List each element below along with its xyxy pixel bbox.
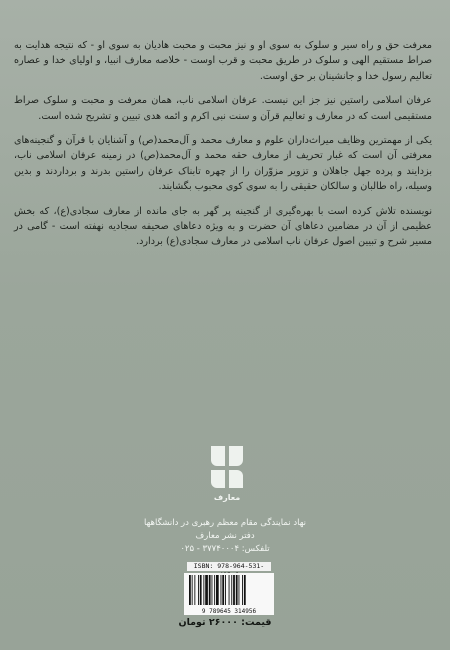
maaref-logo-icon — [197, 440, 257, 500]
price-label: قیمت: ۲۶۰۰۰ تومان — [178, 617, 272, 628]
publisher-line-2: دفتر نشر معارف — [195, 531, 255, 541]
blurb-paragraph-2: عرفان اسلامی راستین نیز جز این نیست. عرفان اسلامی ناب، همان معرفت و محبت و سلوک صراط مستقیمی است که در معارف و تعالیم قرآن و سنت نبی اکرم و ائمه هدی تبیین و تشریح شده است. — [14, 95, 432, 122]
logo-label: معارف — [213, 493, 241, 502]
blurb-paragraph-1: معرفت حق و راه سیر و سلوک به سوی او و نیز محبت و محبت هادیان به سوی او - که نتیجه هدایت به صراط مستقیم الهی و سلوک در طریق محبت و قرب اوست - خلاصه معارف انبیا، و اولیای خدا و عصاره تعالیم رسول خدا و جانشینان بر حق اوست. — [14, 40, 432, 82]
publisher-line-1: نهاد نمایندگی مقام معظم رهبری در دانشگاهها — [143, 518, 306, 528]
isbn-label: ISBN: 978-964-531- — [187, 562, 271, 571]
blurb-paragraph-3: یکی از مهمترین وظایف میراث‌داران علوم و معارف محمد و آل‌محمد(ص) و آشنایان با قرآن و گنجینه‌های معرفتی آن است که غبار تحریف از معارف حقه محمد و آل‌محمد(ص) در زمینه عرفان اسلامی ناب، بزدایند و پرده جهل جاهلان و تزویر مزوّران را از چهره تابناک عرفان راستین بدرند و برداردند و بدین وسیله، راه طالبان و سالکان حقیقی را به سوی کوی محبوب بگشایند. — [14, 135, 432, 193]
publisher-phone: تلفکس: ۳۷۷۴۰۰۰۴ - ۰۲۵ — [180, 544, 270, 554]
blurb-paragraph-4: نویسنده تلاش کرده است با بهره‌گیری از گنجینه پر گهر به جای مانده از معارف سجادی(ع)، که بخش عظیمی از آن در مضامین دعاهای آن حضرت و به ویژه دعاهای صحیفه سجادیه نهفته است - گامی در مسیر شرح و تبیین اصول عرفان ناب اسلامی در معارف سجادی(ع) بردارد. — [14, 205, 432, 248]
barcode-digits: 9 789645 314956 — [201, 608, 257, 615]
barcode-icon — [184, 573, 274, 615]
blurb-text — [14, 38, 432, 259]
